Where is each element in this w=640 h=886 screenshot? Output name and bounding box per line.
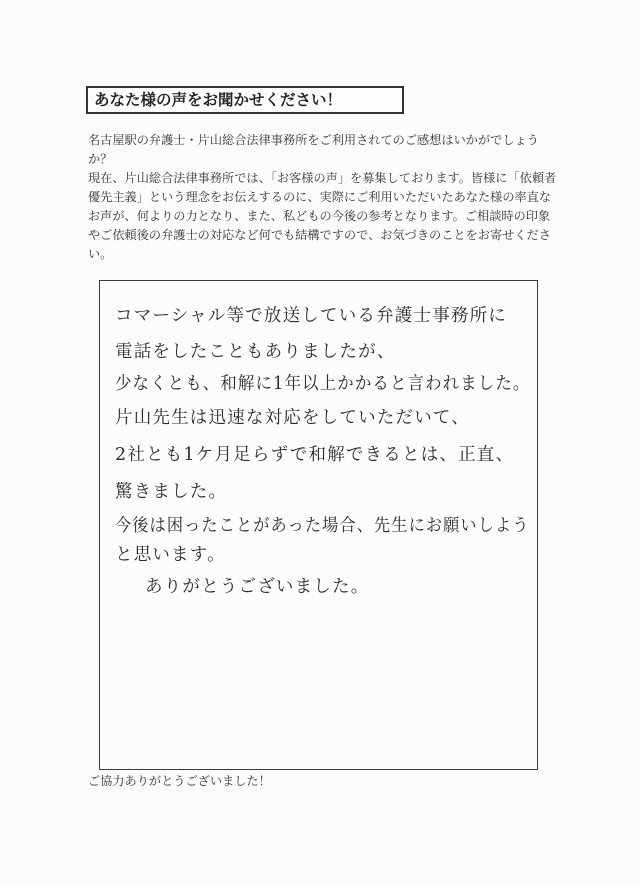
- handwritten-line-4: 片山先生は迅速な対応をしていただいて、: [115, 408, 470, 428]
- page-title: あなた様の声をお聞かせください！: [86, 86, 404, 114]
- thank-you-note: ご協力ありがとうございました！: [88, 774, 271, 788]
- handwritten-line-6: 驚きました。: [115, 482, 228, 502]
- handwritten-line-8: と思います。: [115, 545, 226, 565]
- intro-text: [88, 131, 558, 264]
- intro-paragraph-2: 現在、片山総合法律事務所では、「お客様の声」を募集しております。皆様に「依頼者優先主義」という理念をお伝えするのに、実際にご利用いただいたあなた様の率直なお声が、何よりの力となり、また、私どもの今後の参考となります。ご相談時の印象やご依頼後の弁護士の対応など何でも結構ですので、お気づきのことをお寄せください。: [88, 171, 557, 261]
- intro-paragraph-1: 名古屋駅の弁護士・片山総合法律事務所をご利用されてのご感想はいかがでしょうか？: [88, 133, 539, 166]
- handwritten-line-5: 2社とも1ケ月足らずで和解できるとは、正直、: [115, 445, 515, 465]
- handwritten-line-7: 今後は困ったことがあった場合、先生にお願いしよう: [115, 516, 530, 536]
- handwritten-line-2: 電話をしたこともありましたが、: [115, 342, 396, 362]
- handwritten-line-3: 少なくとも、和解に1年以上かかると言われました。: [115, 374, 531, 394]
- handwritten-line-9: ありがとうございました。: [145, 577, 370, 597]
- handwritten-line-1: コマーシャル等で放送している弁護士事務所に: [115, 306, 507, 326]
